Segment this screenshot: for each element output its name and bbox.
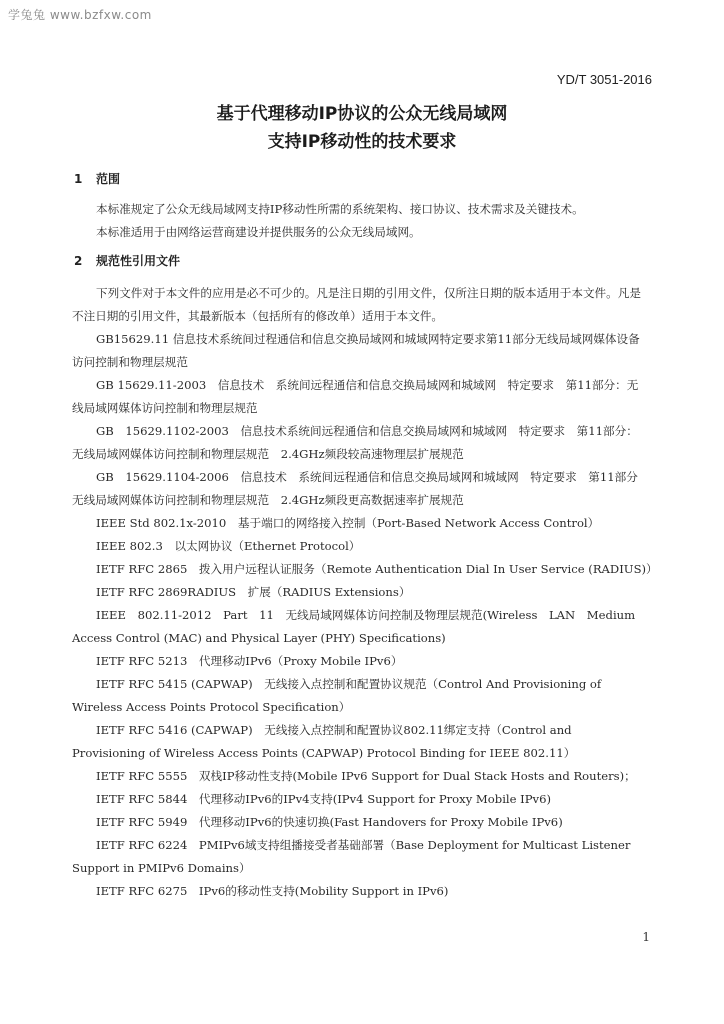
reference-item: IETF RFC 5844 代理移动IPv6的IPv4支持(IPv4 Support for Proxy Mobile IPv6) <box>96 792 551 806</box>
reference-item: GB15629.11 信息技术系统间过程通信和信息交换局域网和城域网特定要求第11部分无线局域网媒体设备访问控制和物理层规范 <box>72 332 640 369</box>
reference-item: IETF RFC 5555 双栈IP移动性支持(Mobile IPv6 Support for Dual Stack Hosts and Routers)； <box>96 769 636 783</box>
reference-item: IETF RFC 6224 PMIPv6域支持组播接受者基础部署（Base Deployment for Multicast Listener Support in PMIPv6 Domains） <box>72 838 631 875</box>
title-line-2: 支持IP移动性的技术要求 <box>267 132 457 152</box>
section-heading-references <box>74 252 180 269</box>
page-number: 1 <box>642 930 650 944</box>
section-title: 范围 <box>96 172 121 186</box>
reference-item: IETF RFC 5416 (CAPWAP) 无线接入点控制和配置协议802.11绑定支持（Control and Provisioning of Wireless Access Points (CAPWAP) Protocol Binding for IEEE 802.11） <box>72 723 576 760</box>
title-line-1: 基于代理移动IP协议的公众无线局域网 <box>216 104 508 124</box>
reference-item: GB 15629.1102-2003 信息技术系统间远程通信和信息交换局域网和城域网 特定要求 第11部分：无线局域网媒体访问控制和物理层规范 2.4GHz频段较高速物理层扩展规范 <box>72 424 638 461</box>
site-watermark: 学兔兔 www.bzfxw.com <box>8 8 152 22</box>
reference-item: IETF RFC 5213 代理移动IPv6（Proxy Mobile IPv6） <box>96 654 403 668</box>
reference-item: IETF RFC 6275 IPv6的移动性支持(Mobility Support in IPv6) <box>96 884 449 898</box>
reference-item: IETF RFC 2869RADIUS 扩展（RADIUS Extensions） <box>96 585 411 599</box>
standard-number: YD/T 3051-2016 <box>556 72 652 87</box>
section-title: 规范性引用文件 <box>96 254 181 268</box>
scope-paragraph: 本标准规定了公众无线局域网支持IP移动性所需的系统架构、接口协议、技术需求及关键技术。 <box>96 202 584 216</box>
reference-item: IEEE 802.3 以太网协议（Ethernet Protocol） <box>96 539 361 553</box>
reference-item: IEEE 802.11-2012 Part 11 无线局域网媒体访问控制及物理层规范(Wireless LAN Medium Access Control (MAC) and Physical Layer (PHY) Specifications) <box>72 608 647 645</box>
document-title <box>0 100 724 156</box>
reference-intro: 下列文件对于本文件的应用是必不可少的。凡是注日期的引用文件，仅所注日期的版本适用于本文件。凡是不注日期的引用文件，其最新版本（包括所有的修改单）适用于本文件。 <box>72 286 641 323</box>
reference-item: IETF RFC 5415 (CAPWAP) 无线接入点控制和配置协议规范（Control And Provisioning of Wireless Access Points Protocol Specification） <box>72 677 602 714</box>
reference-item: GB 15629.11-2003 信息技术 系统间远程通信和信息交换局域网和城域网 特定要求 第11部分：无线局域网媒体访问控制和物理层规范 <box>72 378 639 415</box>
reference-item: IETF RFC 5949 代理移动IPv6的快速切换(Fast Handovers for Proxy Mobile IPv6) <box>96 815 563 829</box>
reference-item: GB 15629.1104-2006 信息技术 系统间远程通信和信息交换局域网和城域网 特定要求 第11部分无线局域网媒体访问控制和物理层规范 2.4GHz频段更高数据速率扩展规范 <box>72 470 638 507</box>
reference-item: IEEE Std 802.1x-2010 基于端口的网络接入控制（Port-Based Network Access Control） <box>96 516 600 530</box>
section-number: 1 <box>74 172 83 186</box>
reference-item: IETF RFC 2865 拨入用户远程认证服务（Remote Authentication Dial In User Service (RADIUS)） <box>96 562 658 576</box>
scope-paragraph: 本标准适用于由网络运营商建设并提供服务的公众无线局域网。 <box>96 225 421 239</box>
section-number: 2 <box>74 254 83 268</box>
section-heading-scope <box>74 170 120 187</box>
